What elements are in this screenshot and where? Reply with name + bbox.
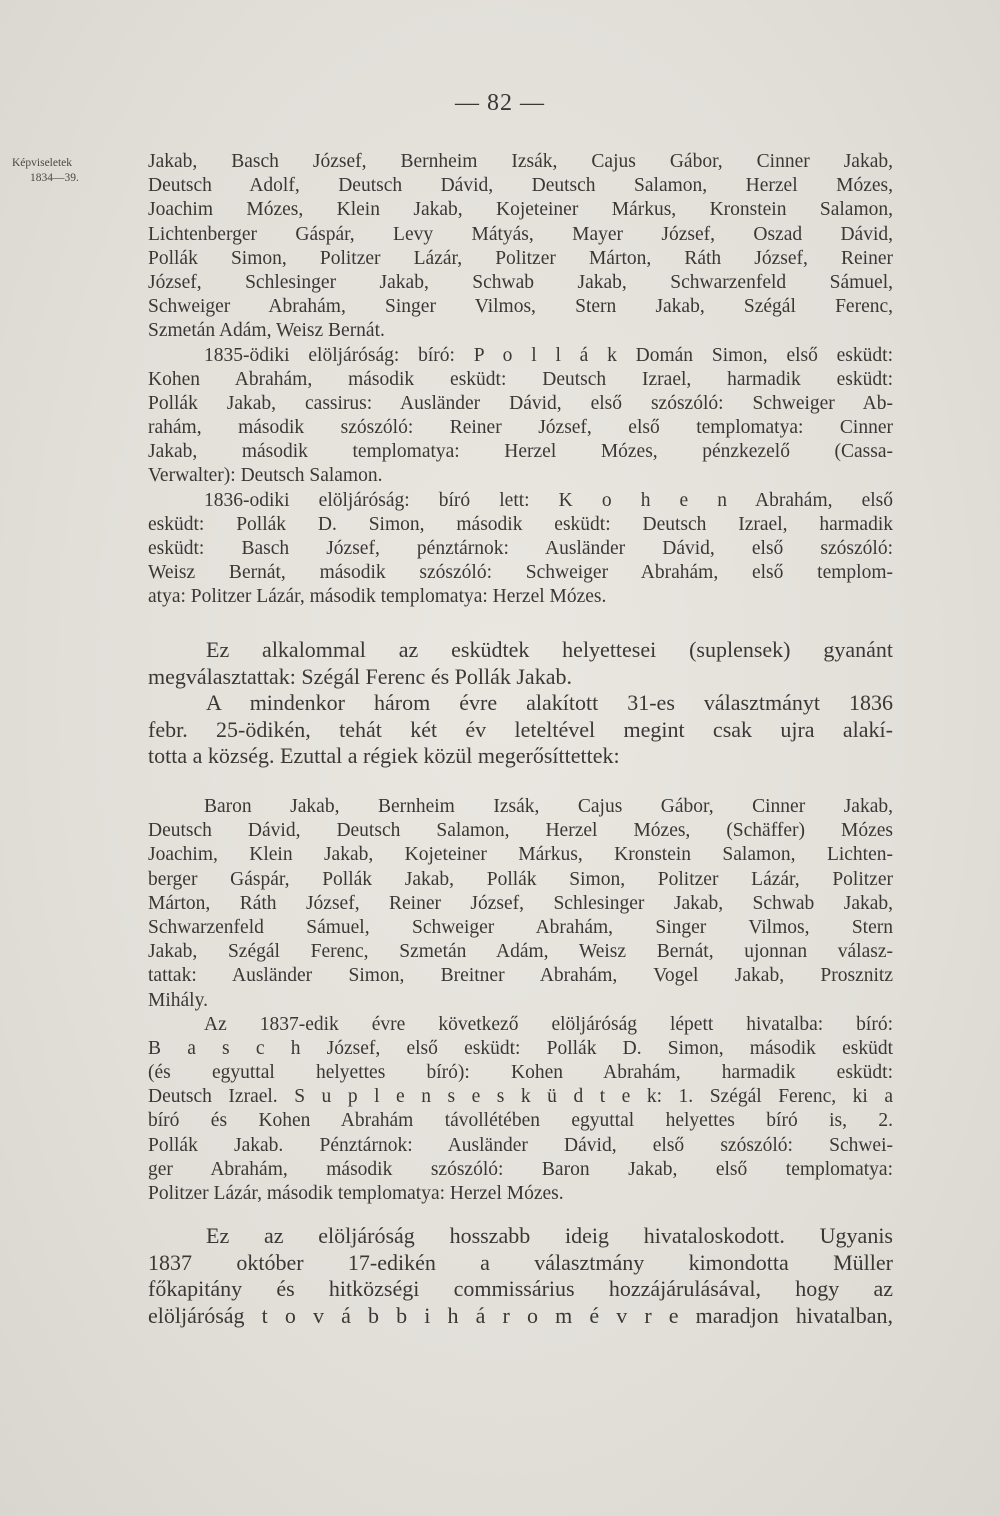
text-line: Jakab, második templomatya: Herzel Mózes, pénzkezelő (Cassa-	[148, 441, 893, 463]
text-line: atya: Politzer Lázár, második templomatya: Herzel Mózes.	[148, 586, 607, 608]
text-line: esküdt: Basch József, pénztárnok: Ausländer Dávid, első szószóló:	[148, 538, 893, 559]
text-line: 1837 október 17-edikén a választmány kimondotta Müller	[148, 1249, 893, 1275]
margin-note-years: 1834—39.	[30, 172, 79, 184]
text-line: Kohen Abrahám, második esküdt: Deutsch Izrael, harmadik esküdt:	[148, 368, 893, 390]
text-line: febr. 25-ödikén, tehát két év leteltével megint csak ujra alakí-	[148, 716, 893, 742]
text-line: 1835-ödiki elöljáróság: bíró: P o l l á k Domán Simon, első esküdt:	[204, 344, 893, 366]
text-line: A mindenkor három évre alakított 31-es választmányt 1836	[206, 690, 893, 715]
text-line: Pollák Jakab. Pénztárnok: Ausländer Dávid, első szószóló: Schwei-	[148, 1134, 893, 1156]
text-line: bíró és Kohen Abrahám távollétében egyuttal helyettes bíró is, 2.	[148, 1110, 893, 1132]
confirmed-board-1837-paragraph	[148, 795, 893, 1206]
text-line: Ez az elöljáróság hosszabb ideig hivataloskodott. Ugyanis	[206, 1223, 893, 1248]
text-line: esküdt: Pollák D. Simon, második esküdt: Deutsch Izrael, harmadik	[148, 513, 893, 535]
text-line: Márton, Ráth József, Reiner József, Schlesinger Jakab, Schwab Jakab,	[148, 892, 893, 914]
text-line: elöljáróság t o v á b b i h á r o m é v r e maradjon hivatalban,	[148, 1302, 893, 1328]
text-line: főkapitány és hitközségi commissárius hozzájárulásával, hogy az	[148, 1276, 893, 1301]
page-number: — 82 —	[455, 90, 545, 116]
text-line: Verwalter): Deutsch Salamon.	[148, 465, 383, 487]
continuation-paragraph	[148, 1223, 893, 1329]
text-line: Az 1837-edik évre következő elöljáróság lépett hivatalba: bíró:	[204, 1013, 893, 1035]
text-line: Weisz Bernát, második szószóló: Schweiger Abrahám, első templom-	[148, 562, 893, 584]
text-line: 1836-odiki elöljáróság: bíró lett: K o h e n Abrahám, első	[204, 489, 893, 511]
text-line: Deutsch Dávid, Deutsch Salamon, Herzel Mózes, (Schäffer) Mózes	[148, 820, 893, 842]
text-line: Schweiger Abrahám, Singer Vilmos, Stern Jakab, Szégál Ferenc,	[148, 296, 893, 318]
text-line: B a s c h József, első esküdt: Pollák D. Simon, második esküdt	[148, 1037, 893, 1059]
margin-note-title: Képviseletek	[12, 157, 73, 169]
members-1834-paragraph	[148, 150, 893, 610]
text-line: Mihály.	[148, 989, 208, 1011]
text-line: Lichtenberger Gáspár, Levy Mátyás, Mayer József, Oszad Dávid,	[148, 223, 893, 245]
text-line: (és egyuttal helyettes bíró): Kohen Abrahám, harmadik esküdt:	[148, 1062, 893, 1084]
text-line: tattak: Ausländer Simon, Breitner Abrahám, Vogel Jakab, Prosznitz	[148, 965, 893, 987]
text-line: rahám, második szószóló: Reiner József, első templomatya: Cinner	[148, 417, 893, 439]
text-line: Deutsch Izrael. S u p l e n s e s k ü d t e k: 1. Szégál Ferenc, ki a	[148, 1086, 893, 1108]
text-line: Deutsch Adolf, Deutsch Dávid, Deutsch Salamon, Herzel Mózes,	[148, 175, 893, 197]
text-line: Joachim Mózes, Klein Jakab, Kojeteiner Márkus, Kronstein Salamon,	[148, 199, 893, 221]
text-line: Jakab, Basch József, Bernheim Izsák, Cajus Gábor, Cinner Jakab,	[148, 151, 893, 172]
text-line: Ez alkalommal az esküdtek helyettesei (suplensek) gyanánt	[206, 637, 893, 662]
text-line: Baron Jakab, Bernheim Izsák, Cajus Gábor, Cinner Jakab,	[204, 796, 893, 817]
text-line: berger Gáspár, Pollák Jakab, Pollák Simon, Politzer Lázár, Politzer	[148, 868, 893, 890]
text-line: József, Schlesinger Jakab, Schwab Jakab, Schwarzenfeld Sámuel,	[148, 271, 893, 293]
text-line: totta a község. Ezuttal a régiek közül megerősíttettek:	[148, 743, 620, 768]
deputies-committee-paragraph	[148, 637, 893, 770]
text-line: Pollák Simon, Politzer Lázár, Politzer Márton, Ráth József, Reiner	[148, 247, 893, 269]
text-line: Joachim, Klein Jakab, Kojeteiner Márkus, Kronstein Salamon, Lichten-	[148, 844, 893, 866]
text-line: Szmetán Adám, Weisz Bernát.	[148, 320, 385, 342]
margin-note	[12, 156, 142, 186]
text-line: Pollák Jakab, cassirus: Ausländer Dávid, első szószóló: Schweiger Ab-	[148, 392, 893, 414]
text-line: Politzer Lázár, második templomatya: Herzel Mózes.	[148, 1183, 564, 1204]
text-line: Jakab, Szégál Ferenc, Szmetán Adám, Weisz Bernát, ujonnan válasz-	[148, 941, 893, 963]
text-line: Schwarzenfeld Sámuel, Schweiger Abrahám, Singer Vilmos, Stern	[148, 916, 893, 938]
text-line: megválasztattak: Szégál Ferenc és Pollák Jakab.	[148, 663, 572, 689]
text-line: ger Abrahám, második szószóló: Baron Jakab, első templomatya:	[148, 1158, 893, 1180]
